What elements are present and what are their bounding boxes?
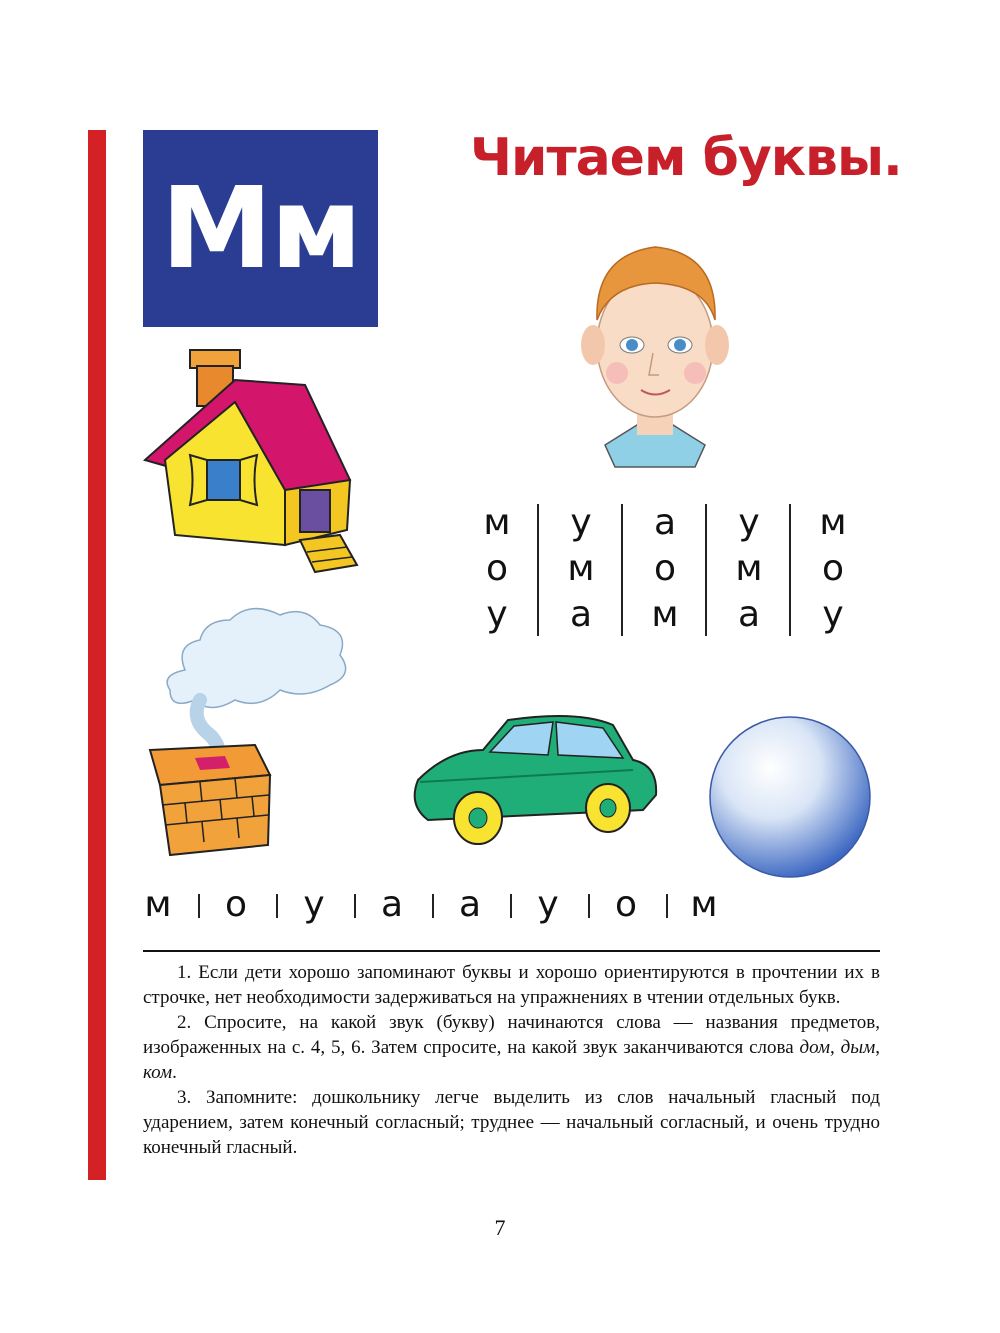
row-letter: о (614, 884, 638, 925)
row-divider (198, 894, 200, 918)
row-letter: у (537, 884, 559, 925)
grid-letter: а (653, 502, 677, 543)
grid-column (455, 500, 539, 640)
note-2-word-kom: ком (143, 1062, 173, 1083)
car-picture (408, 710, 668, 860)
grid-letter: м (483, 502, 511, 543)
house-picture (135, 340, 385, 580)
grid-column (539, 500, 623, 640)
letter-row (143, 880, 743, 930)
grid-letter: о (653, 548, 677, 589)
row-letter: о (224, 884, 248, 925)
row-letter: у (303, 884, 325, 925)
grid-letter: а (737, 594, 761, 635)
grid-letter: у (738, 502, 760, 543)
grid-letter: у (822, 594, 844, 635)
note-2-separator: , (830, 1037, 841, 1058)
grid-letter: м (567, 548, 595, 589)
grid-letter: у (486, 594, 508, 635)
note-paragraph-2 (143, 1010, 880, 1085)
note-2-word-dym: дым (840, 1037, 876, 1058)
grid-letter: у (570, 502, 592, 543)
note-2-end: . (172, 1062, 177, 1083)
letter-card-text: Мм (161, 163, 360, 294)
grid-column (791, 500, 875, 640)
grid-letter: а (569, 594, 593, 635)
row-divider (432, 894, 434, 918)
row-divider (354, 894, 356, 918)
row-letter: м (144, 884, 172, 925)
grid-column (623, 500, 707, 640)
grid-letter: о (821, 548, 845, 589)
note-2-separator: , (875, 1037, 881, 1058)
row-letter: м (690, 884, 718, 925)
row-letter: а (380, 884, 404, 925)
grid-letter: о (485, 548, 509, 589)
row-divider (510, 894, 512, 918)
page-title: Читаем буквы. (470, 128, 902, 188)
accent-side-bar (88, 130, 106, 1180)
letter-card (143, 130, 378, 327)
row-divider (588, 894, 590, 918)
note-2-text: 2. Спросите, на какой звук (букву) начинаются слова — названия предметов, изображенных на с. 4, 5, 6. Затем спросите, на какой звук заканчиваются слова (143, 1012, 880, 1058)
syllable-letter-grid (455, 500, 875, 640)
note-2-word-dom: дом (799, 1037, 831, 1058)
boy-face-picture (575, 235, 735, 475)
note-paragraph-1: 1. Если дети хорошо запоминают буквы и хорошо ориентируются в прочтении их в строчке, нет необходимости задерживаться на упражнениях в чтении отдельных букв. (143, 962, 880, 1008)
note-paragraph-3: 3. Запомните: дошкольнику легче выделить из слов начальный гласный под ударением, затем конечный согласный; труднее — начальный согласный, и очень трудно конечный гласный. (143, 1087, 880, 1158)
row-divider (666, 894, 668, 918)
chimney-smoke-picture (140, 600, 380, 860)
row-divider (276, 894, 278, 918)
notes-divider (143, 950, 880, 952)
grid-letter: м (651, 594, 679, 635)
ball-picture (705, 712, 875, 882)
teacher-notes (143, 960, 880, 1160)
grid-letter: м (819, 502, 847, 543)
page-number: 7 (494, 1215, 506, 1240)
grid-letter: м (735, 548, 763, 589)
row-letter: а (458, 884, 482, 925)
grid-column (707, 500, 791, 640)
